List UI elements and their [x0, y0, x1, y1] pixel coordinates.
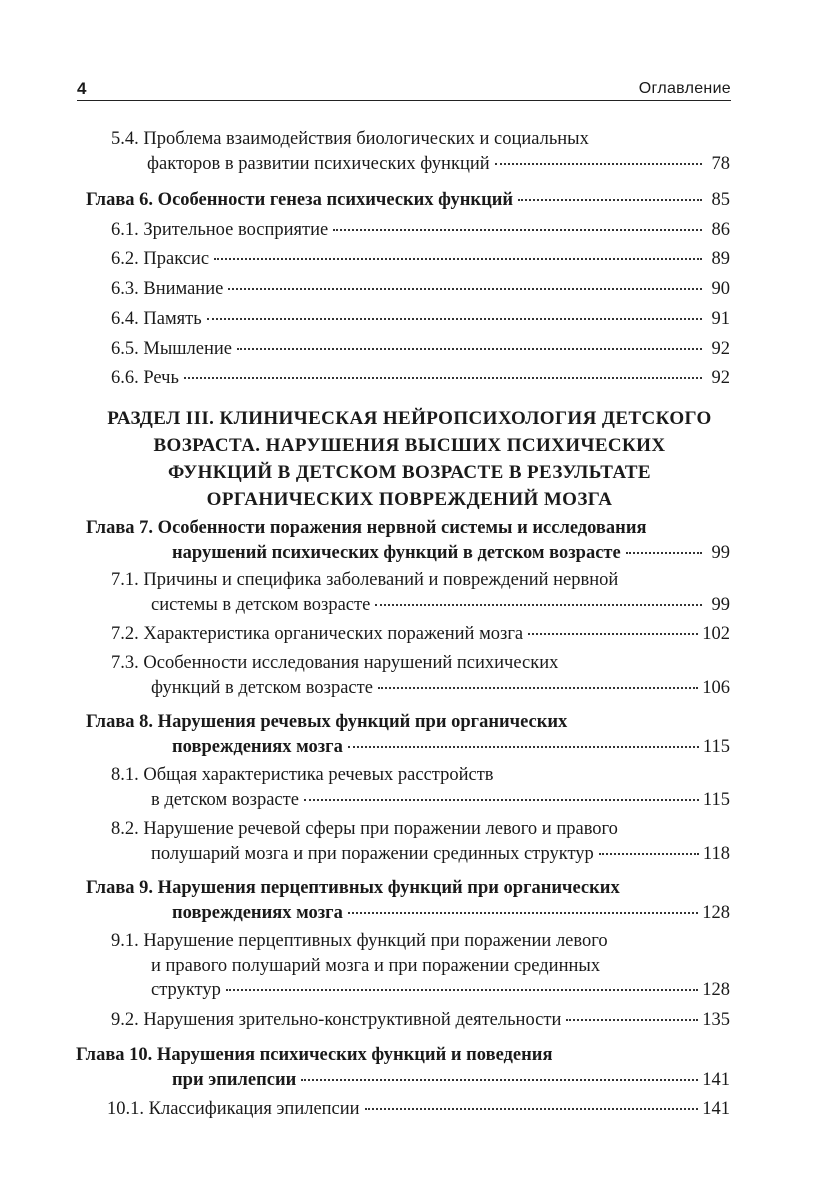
dot-leader [599, 853, 699, 855]
toc-entry-6-6[interactable] [111, 367, 730, 389]
part-3-title-line: ВОЗРАСТА. НАРУШЕНИЯ ВЫСШИХ ПСИХИЧЕСКИХ [153, 435, 666, 456]
toc-entry-8-1-line1 [111, 764, 494, 786]
toc-page-number: 92 [711, 368, 730, 388]
toc-entry-text: 6.2. Праксис [111, 249, 210, 269]
part-3-title-line: РАЗДЕЛ III. КЛИНИЧЕСКАЯ НЕЙРОПСИХОЛОГИЯ ДЕТСКОГО [107, 408, 712, 429]
toc-chapter-6[interactable] [86, 189, 730, 211]
toc-page-number: 135 [702, 1010, 730, 1030]
toc-entry-text: 6.3. Внимание [111, 279, 224, 299]
dot-leader [184, 377, 702, 379]
dot-leader [207, 318, 702, 320]
toc-entry-7-1[interactable] [151, 594, 730, 616]
toc-entry-text: структур [151, 980, 221, 1000]
toc-entry-10-1[interactable] [107, 1098, 730, 1120]
toc-entry-text: повреждениях мозга [172, 903, 343, 923]
toc-page-number: 99 [711, 543, 730, 563]
toc-entry-8-1[interactable] [151, 789, 730, 811]
toc-page-number: 85 [711, 190, 730, 210]
toc-page-number: 115 [702, 737, 730, 757]
toc-entry-9-1-line2 [151, 955, 600, 977]
dot-leader [304, 799, 699, 801]
dot-leader [566, 1019, 698, 1021]
dot-leader [626, 552, 702, 554]
toc-entry-text: 8.1. Общая характеристика речевых расстройств [111, 765, 494, 785]
toc-chapter-9-line1 [86, 877, 620, 899]
dot-leader [528, 633, 698, 635]
toc-entry-6-3[interactable] [111, 278, 730, 300]
toc-entry-9-1-line1 [111, 930, 608, 952]
toc-entry-text: 6.5. Мышление [111, 339, 232, 359]
toc-entry-text: Глава 7. Особенности поражения нервной системы и исследования [86, 518, 647, 538]
dot-leader [375, 604, 702, 606]
toc-entry-text: Глава 10. Нарушения психических функций и поведения [76, 1045, 553, 1065]
toc-entry-9-1[interactable] [151, 979, 730, 1001]
toc-page-number: 91 [711, 309, 730, 329]
toc-entry-text: нарушений психических функций в детском возрасте [172, 543, 621, 563]
dot-leader [228, 288, 702, 290]
toc-entry-text: 5.4. Проблема взаимодействия биологических и социальных [111, 129, 589, 149]
toc-page-number: 89 [711, 249, 730, 269]
toc-entry-text: 10.1. Классификация эпилепсии [107, 1099, 360, 1119]
toc-entry-6-4[interactable] [111, 308, 730, 330]
running-head: Оглавление [638, 80, 731, 97]
toc-entry-text: системы в детском возрасте [151, 595, 371, 615]
dot-leader [348, 746, 699, 748]
toc-entry-text: и правого полушарий мозга и при поражении срединных [151, 956, 601, 976]
toc-entry-text: Глава 8. Нарушения речевых функций при органических [86, 712, 568, 732]
part-3-title[interactable] [70, 405, 749, 513]
dot-leader [365, 1108, 699, 1110]
toc-chapter-7[interactable] [172, 542, 730, 564]
toc-entry-7-3[interactable] [151, 677, 730, 699]
toc-page-number: 86 [711, 220, 730, 240]
toc-page-number: 128 [702, 980, 730, 1000]
toc-chapter-9[interactable] [172, 902, 730, 924]
dot-leader [348, 912, 698, 914]
toc-chapter-10[interactable] [172, 1069, 730, 1091]
toc-page-number: 99 [711, 595, 730, 615]
toc-chapter-7-line1 [86, 517, 647, 539]
toc-entry-5-4-line1 [111, 128, 589, 150]
toc-entry-text: Глава 9. Нарушения перцептивных функций при органических [86, 878, 620, 898]
toc-entry-text: 6.4. Память [111, 309, 202, 329]
toc-entry-6-1[interactable] [111, 219, 730, 241]
toc-entry-7-3-line1 [111, 652, 558, 674]
toc-page-number: 92 [711, 339, 730, 359]
dot-leader [495, 163, 702, 165]
toc-entry-text: функций в детском возрасте [151, 678, 373, 698]
toc-entry-text: полушарий мозга и при поражении срединных структур [151, 844, 594, 864]
toc-page-number: 118 [702, 844, 730, 864]
toc-entry-8-2-line1 [111, 818, 618, 840]
toc-entry-text: факторов в развитии психических функций [147, 154, 490, 174]
toc-entry-8-2[interactable] [151, 843, 730, 865]
dot-leader [333, 229, 702, 231]
dot-leader [518, 199, 702, 201]
dot-leader [378, 687, 698, 689]
page-number: 4 [77, 79, 87, 98]
toc-entry-text: при эпилепсии [172, 1070, 297, 1090]
dot-leader [226, 989, 698, 991]
toc-entry-text: в детском возрасте [151, 790, 299, 810]
dot-leader [237, 348, 702, 350]
toc-entry-6-5[interactable] [111, 338, 730, 360]
toc-entry-7-2[interactable] [111, 623, 730, 645]
toc-page-number: 141 [702, 1070, 730, 1090]
toc-entry-text: 6.1. Зрительное восприятие [111, 220, 329, 240]
toc-entry-text: 6.6. Речь [111, 368, 179, 388]
toc-chapter-8-line1 [86, 711, 567, 733]
header-rule [77, 100, 731, 101]
toc-page-number: 78 [711, 154, 730, 174]
toc-entry-text: 7.3. Особенности исследования нарушений психических [111, 653, 559, 673]
toc-page-number: 115 [702, 790, 730, 810]
toc-chapter-10-line1 [76, 1044, 552, 1066]
toc-entry-5-4[interactable] [147, 153, 730, 175]
part-3-title-line: ФУНКЦИЙ В ДЕТСКОМ ВОЗРАСТЕ В РЕЗУЛЬТАТЕ [168, 462, 651, 483]
toc-page-number: 128 [702, 903, 730, 923]
toc-entry-9-2[interactable] [111, 1009, 730, 1031]
toc-entry-text: Глава 6. Особенности генеза психических функций [86, 190, 514, 210]
toc-entry-text: 7.2. Характеристика органических поражений мозга [111, 624, 524, 644]
dot-leader [301, 1079, 698, 1081]
toc-page-number: 106 [702, 678, 730, 698]
toc-entry-text: 9.2. Нарушения зрительно-конструктивной деятельности [111, 1010, 562, 1030]
part-3-title-line: ОРГАНИЧЕСКИХ ПОВРЕЖДЕНИЙ МОЗГА [206, 489, 613, 510]
toc-page-number: 141 [702, 1099, 730, 1119]
toc-page-number: 90 [711, 279, 730, 299]
toc-entry-text: 7.1. Причины и специфика заболеваний и повреждений нервной [111, 570, 619, 590]
toc-chapter-8[interactable] [172, 736, 730, 758]
toc-entry-text: повреждениях мозга [172, 737, 343, 757]
toc-entry-6-2[interactable] [111, 248, 730, 270]
toc-entry-7-1-line1 [111, 569, 618, 591]
toc-page-number: 102 [702, 624, 730, 644]
toc-entry-text: 8.2. Нарушение речевой сферы при поражении левого и правого [111, 819, 618, 839]
dot-leader [214, 258, 702, 260]
toc-entry-text: 9.1. Нарушение перцептивных функций при поражении левого [111, 931, 608, 951]
